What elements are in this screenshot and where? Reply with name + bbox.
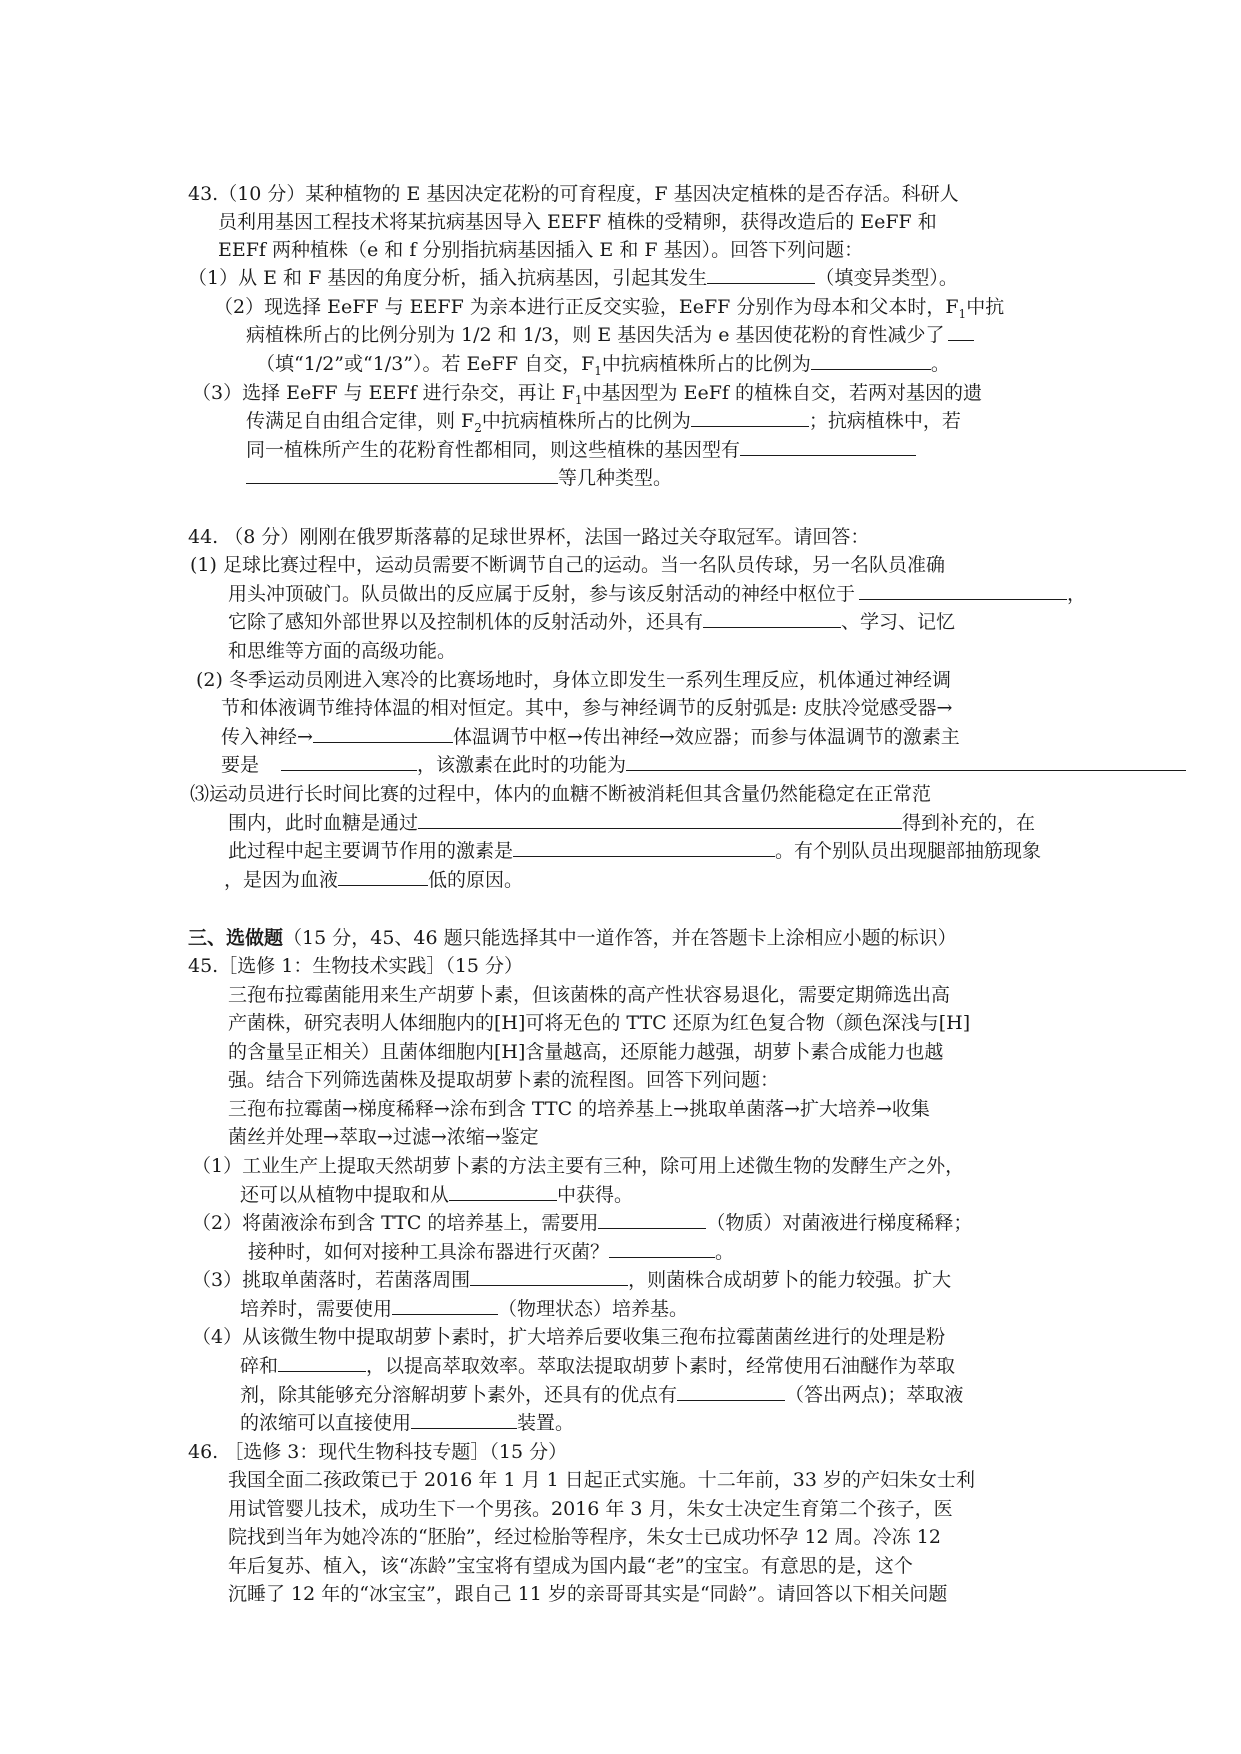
q45-part4-text-a: 碎和	[240, 1355, 279, 1377]
answer-blank[interactable]	[313, 724, 453, 743]
q43-part3-line4	[246, 465, 672, 491]
q43-stem-line3: EEFf 两种植株（e 和 f 分别指抗病基因插入 E 和 F 基因）。回答下列问题：	[218, 239, 864, 261]
q44-part2-line4	[221, 752, 1186, 778]
q43-part2-line2	[246, 322, 974, 348]
q43-part3-line3	[246, 437, 916, 463]
answer-blank[interactable]	[677, 1382, 785, 1401]
q46-stem-line2: 用试管婴儿技术，成功生下一个男孩。2016 年 3 月，朱女士决定生育第二个孩子，医	[228, 1498, 953, 1520]
q45-part4-line4	[240, 1410, 574, 1436]
q43-part1-text-b: （填变异类型）。	[815, 267, 958, 289]
answer-blank[interactable]	[707, 265, 815, 284]
answer-blank[interactable]	[449, 1182, 557, 1201]
answer-blank[interactable]	[948, 322, 974, 341]
q45-part4-line3	[240, 1382, 963, 1408]
answer-blank[interactable]	[811, 351, 931, 370]
q44-part1-line4: 和思维等方面的高级功能。	[228, 640, 457, 662]
q45-part2-text-a: （2）将菌液涂布到含 TTC 的培养基上，需要用	[192, 1212, 599, 1234]
q44-part2-line2: 节和体液调节维持体温的相对恒定。其中，参与神经调节的反射弧是: 皮肤冷觉感受器→	[221, 697, 953, 719]
answer-blank[interactable]	[338, 867, 428, 886]
q44-part3-line2	[228, 810, 1035, 836]
q44-part1-text-a: 用头冲顶破门。队员做出的反应属于反射，参与该反射活动的神经中枢位于	[228, 583, 856, 605]
q45-part4-text-c: 剂，除其能够充分溶解胡萝卜素外，还具有的优点有	[240, 1384, 678, 1406]
q45-heading: 45.［选修 1：生物技术实践］（15 分）	[188, 955, 524, 977]
q45-part4-text-b: ，以提高萃取效率。萃取法提取胡萝卜素时，经常使用石油醚作为萃取	[366, 1355, 956, 1377]
answer-blank[interactable]	[392, 1296, 498, 1315]
q45-part1-text-a: 还可以从植物中提取和从	[240, 1184, 450, 1206]
q44-part1-text-b: ，	[1067, 583, 1087, 605]
q44-part2-line1: (2) 冬季运动员刚进入寒冷的比赛场地时，身体立即发生一系列生理反应，机体通过神经调	[196, 669, 951, 691]
q43-part1-text-a: （1）从 E 和 F 基因的角度分析，插入抗病基因，引起其发生	[188, 267, 708, 289]
q45-part4-line2	[240, 1353, 955, 1379]
q45-part3-line1	[192, 1267, 951, 1293]
subscript: 1	[594, 363, 602, 378]
answer-blank[interactable]	[740, 437, 916, 456]
q46-stem-line5: 沉睡了 12 年的“冰宝宝”，跟自己 11 岁的亲哥哥其实是“同龄”。请回答以下相关问题	[228, 1583, 948, 1605]
q44-stem: 44. （8 分）刚刚在俄罗斯落幕的足球世界杯，法国一路过关夺取冠军。请回答：	[188, 526, 870, 548]
q45-part2-line2	[248, 1239, 734, 1265]
q45-part2-line1	[192, 1210, 972, 1236]
q45-part1-line1: （1）工业生产上提取天然胡萝卜素的方法主要有三种，除可用上述微生物的发酵生产之外，	[192, 1155, 965, 1177]
q45-part2-text-d: 。	[715, 1241, 735, 1263]
q46-stem-line1: 我国全面二孩政策已于 2016 年 1 月 1 日起正式实施。十二年前，33 岁的产妇朱女士利	[228, 1469, 975, 1491]
q44-part1-text-d: 、学习、记忆	[841, 611, 956, 633]
q45-stem-line1: 三孢布拉霉菌能用来生产胡萝卜素，但该菌株的高产性状容易退化，需要定期筛选出高	[228, 984, 951, 1006]
q45-part3-text-b: ，则菌株合成胡萝卜的能力较强。扩大	[628, 1269, 952, 1291]
q44-part3-text-d: 。有个别队员出现腿部抽筋现象	[775, 840, 1042, 862]
q45-part4-text-e: 的浓缩可以直接使用	[240, 1412, 412, 1434]
q44-part1-line2	[228, 581, 1086, 607]
q45-part2-text-c: 接种时，如何对接种工具涂布器进行灭菌？	[248, 1241, 610, 1263]
section-3-header	[188, 925, 957, 951]
q45-part2-text-b: （物质）对菌液进行梯度稀释；	[706, 1212, 973, 1234]
q43-part3-text-a: （3）选择 EeFF 与 EEFf 进行杂交，再让 F	[192, 382, 575, 404]
section-3-title: 三、选做题	[188, 927, 284, 949]
q45-stem-line4: 强。结合下列筛选菌株及提取胡萝卜素的流程图。回答下列问题：	[228, 1069, 780, 1091]
q44-part3-text-c: 此过程中起主要调节作用的激素是	[228, 840, 514, 862]
section-3-desc: （15 分，45、46 题只能选择其中一道作答，并在答题卡上涂相应小题的标识）	[283, 927, 957, 949]
q43-part2-line3	[256, 351, 950, 377]
q43-part3-line1	[192, 380, 982, 406]
q44-part2-text-c: 要是	[221, 754, 260, 776]
q43-part3-text-g: 等几种类型。	[558, 467, 673, 489]
q44-part3-line3	[228, 838, 1041, 864]
q44-part1-line3	[228, 609, 955, 635]
q43-part2-text-a: （2）现选择 EeFF 与 EEFF 为亲本进行正反交实验，EeFF 分别作为母本和父本时，F	[214, 296, 959, 318]
answer-blank[interactable]	[703, 609, 841, 628]
q44-part3-text-a: 围内，此时血糖是通过	[228, 812, 419, 834]
q45-part3-text-d: （物理状态）培养基。	[498, 1298, 689, 1320]
answer-blank[interactable]	[609, 1239, 715, 1258]
q46-heading: 46. ［选修 3：现代生物科技专题］（15 分）	[188, 1441, 568, 1463]
answer-blank[interactable]	[281, 752, 417, 771]
q43-part2-line1	[214, 294, 1004, 320]
answer-blank[interactable]	[278, 1353, 366, 1372]
q43-part1	[188, 265, 958, 291]
q45-stem-line3: 的含量呈正相关）且菌体细胞内[H]含量越高，还原能力越强，胡萝卜素合成能力也越	[228, 1041, 944, 1063]
q46-stem-line4: 年后复苏、植入，该“冻龄”宝宝将有望成为国内最“老”的宝宝。有意思的是，这个	[228, 1555, 913, 1577]
q43-part2-text-d: （填“1/2”或“1/3”）。若 EeFF 自交，F	[256, 353, 595, 375]
answer-blank[interactable]	[246, 465, 558, 484]
subscript: 1	[574, 392, 583, 407]
subscript: 1	[958, 306, 967, 321]
q43-part2-text-c: 病植株所占的比例分别为 1/2 和 1/3，则 E 基因失活为 e 基因使花粉的育性减少了	[246, 324, 945, 346]
answer-blank[interactable]	[513, 838, 775, 857]
q45-flow-line2: 菌丝并处理→萃取→过滤→浓缩→鉴定	[228, 1126, 539, 1148]
q43-stem-line1: 43.（10 分）某种植物的 E 基因决定花粉的可育程度，F 基因决定植株的是否存活。科研人	[188, 183, 959, 205]
q45-part1-text-b: 中获得。	[557, 1184, 634, 1206]
q45-flow-line1: 三孢布拉霉菌→梯度稀释→涂布到含 TTC 的培养基上→挑取单菌落→扩大培养→收集	[228, 1098, 930, 1120]
q43-part3-text-c: 传满足自由组合定律，则 F	[246, 410, 475, 432]
q43-part3-text-e: ；抗病植株中，若	[808, 410, 961, 432]
q44-part2-text-b: 体温调节中枢→传出神经→效应器；而参与体温调节的激素主	[452, 726, 960, 748]
q43-stem-line2: 员利用基因工程技术将某抗病基因导入 EEFF 植株的受精卵，获得改造后的 EeFF 和	[218, 211, 937, 233]
q43-part3-text-b: 中基因型为 EeFf 的植株自交，若两对基因的遗	[582, 382, 982, 404]
q44-part3-line1: ⑶运动员进行长时间比赛的过程中，体内的血糖不断被消耗但其含量仍然能稳定在正常范	[190, 783, 932, 805]
q44-part3-text-b: 得到补充的，在	[902, 812, 1036, 834]
q44-part3-line4	[224, 867, 523, 893]
q44-part1-text-c: 它除了感知外部世界以及控制机体的反射活动外，还具有	[228, 611, 704, 633]
answer-blank[interactable]	[598, 1210, 706, 1229]
q46-stem-line3: 院找到当年为她冷冻的“胚胎”，经过检胎等程序，朱女士已成功怀孕 12 周。冷冻 12	[228, 1526, 941, 1548]
answer-blank[interactable]	[411, 1410, 517, 1429]
q44-part2-line3	[221, 724, 960, 750]
q45-part4-text-f: 装置。	[517, 1412, 575, 1434]
q44-part2-text-d: ，该激素在此时的功能为	[417, 754, 627, 776]
subscript: 2	[474, 420, 482, 435]
q44-part1-line1: (1) 足球比赛过程中，运动员需要不断调节自己的运动。当一名队员传球，另一名队员准确	[190, 554, 945, 576]
q44-part3-text-e: ，是因为血液	[224, 869, 339, 891]
q44-part2-text-a: 传入神经→	[221, 726, 313, 748]
q45-part4-text-d: （答出两点)；萃取液	[785, 1384, 964, 1406]
q43-part2-text-b: 中抗	[966, 296, 1005, 318]
answer-blank[interactable]	[691, 408, 809, 427]
q45-stem-line2: 产菌株，研究表明人体细胞内的[H]可将无色的 TTC 还原为红色复合物（颜色深浅与[H]	[228, 1012, 971, 1034]
q43-part2-text-e: 中抗病植株所占的比例为	[601, 353, 811, 375]
q45-part3-line2	[240, 1296, 688, 1322]
q45-part1-line2	[240, 1182, 633, 1208]
answer-blank[interactable]	[470, 1267, 628, 1286]
q43-part3-line2	[246, 408, 961, 434]
answer-blank[interactable]	[859, 581, 1067, 600]
q43-part3-text-d: 中抗病植株所占的比例为	[481, 410, 691, 432]
answer-blank[interactable]	[626, 752, 1186, 771]
q43-part2-text-f: 。	[930, 353, 950, 375]
q45-part4-line1: （4）从该微生物中提取胡萝卜素时，扩大培养后要收集三孢布拉霉菌菌丝进行的处理是粉	[192, 1326, 946, 1348]
q44-part3-text-f: 低的原因。	[428, 869, 524, 891]
q45-part3-text-a: （3）挑取单菌落时，若菌落周围	[192, 1269, 471, 1291]
q45-part3-text-c: 培养时，需要使用	[240, 1298, 393, 1320]
q43-part3-text-f: 同一植株所产生的花粉育性都相同，则这些植株的基因型有	[246, 439, 741, 461]
answer-blank[interactable]	[418, 810, 902, 829]
